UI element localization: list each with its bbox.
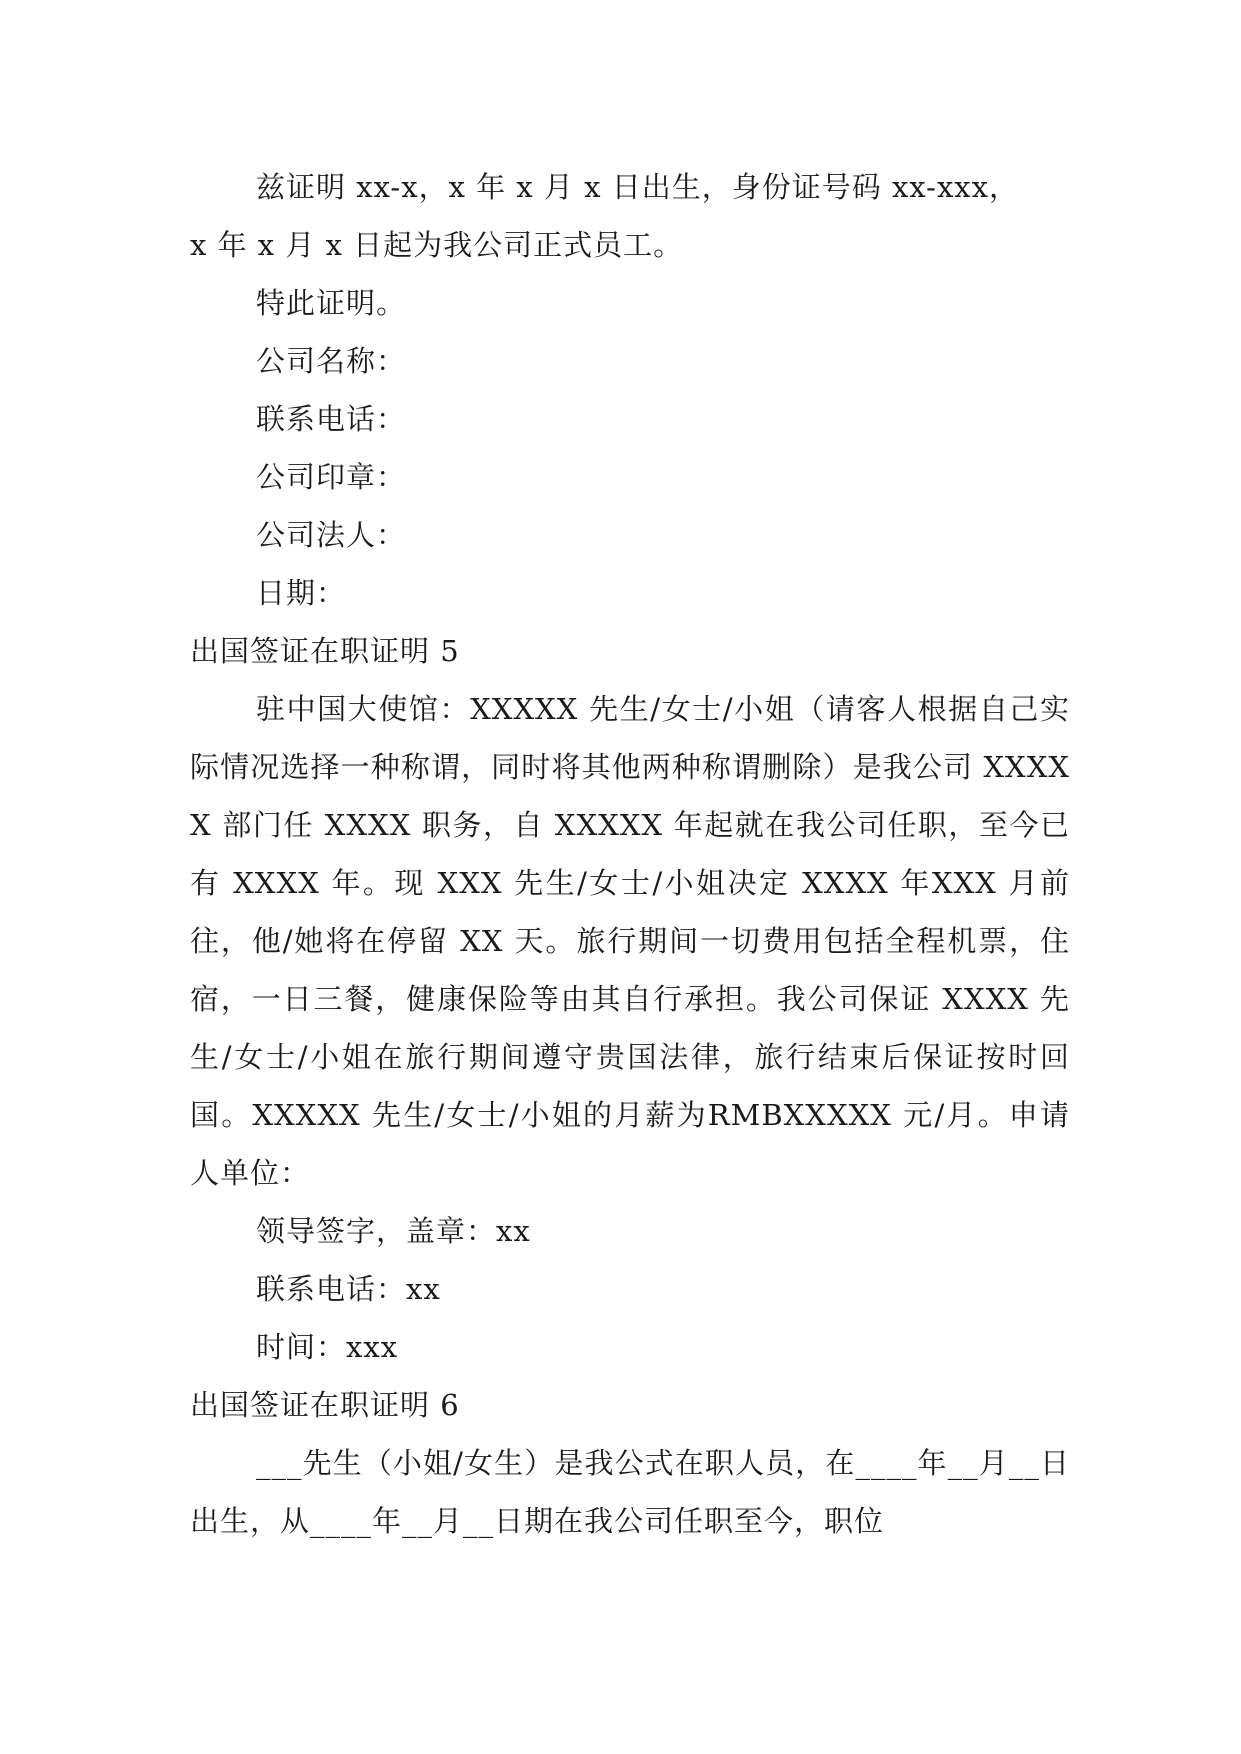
section-6-title: 出国签证在职证明 6 [190,1388,460,1422]
certificate-body-line-1: 兹证明 xx-x，x 年 x 月 x 日出生，身份证号码 xx-xxx， [256,170,1020,204]
certificate-body-line-2: x 年 x 月 x 日起为我公司正式员工。 [190,228,684,262]
company-name-field: 公司名称： [256,344,407,378]
company-seal-field: 公司印章： [256,460,407,494]
section-5-title: 出国签证在职证明 5 [190,634,460,668]
leader-sign-field: 领导签字，盖章：xx [256,1214,531,1248]
certificate-closing: 特此证明。 [256,286,407,320]
section-5-time: 时间：xxx [256,1330,399,1364]
document-content [190,158,1070,1550]
section-5-contact-phone: 联系电话：xx [256,1272,441,1306]
legal-person-field: 公司法人： [256,518,407,552]
contact-phone-field: 联系电话： [256,402,407,436]
date-field: 日期： [256,576,347,610]
section-6-paragraph: ___先生（小姐/女生）是我公式在职人员，在____年__月__日出生，从____年__月__日期在我公司任职至今，职位 [190,1446,1070,1538]
section-5-paragraph: 驻中国大使馆：XXXXX 先生/女士/小姐（请客人根据自己实际情况选择一种称谓，同时将其他两种称谓删除）是我公司 XXXXX 部门任 XXXX 职务，自 XXXXX 年起就在我公司任职，至今已有 XXXX 年。现 XXX 先生/女士/小姐决定 XXXX 年XXX 月前往，他/她将在停留 XX 天。旅行期间一切费用包括全程机票，住宿，一日三餐，健康保险等由其自行承担。我公司保证 XXXX 先生/女士/小姐在旅行期间遵守贵国法律，旅行结束后保证按时回国。XXXXX 先生/女士/小姐的月薪为RMBXXXXX 元/月。申请人单位： [190,692,1070,1190]
